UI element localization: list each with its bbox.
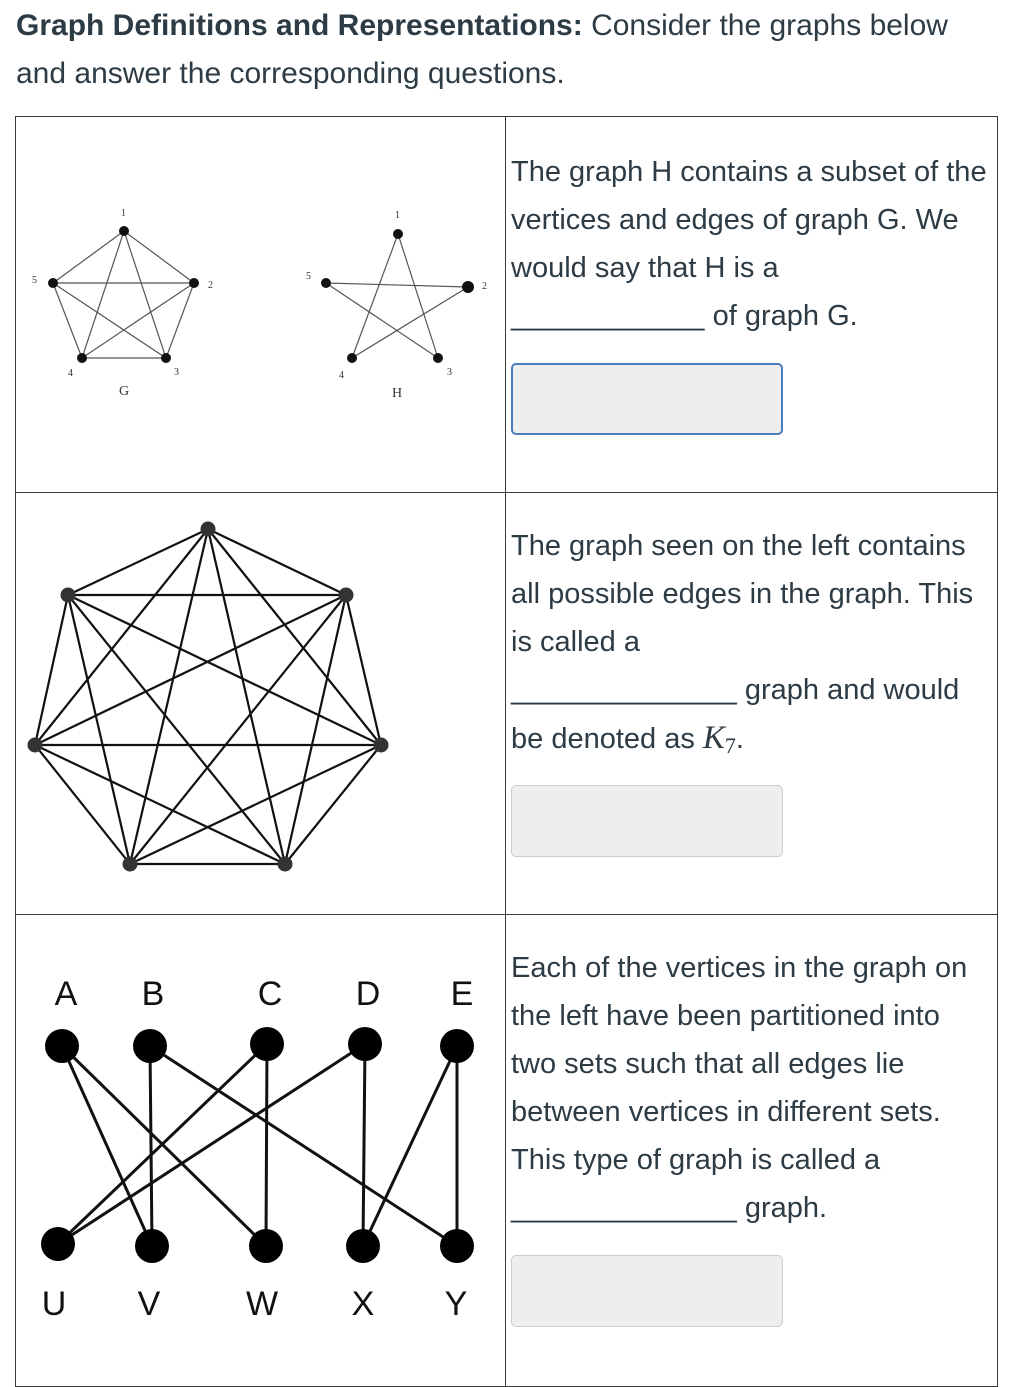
graph-cell-bipartite — [16, 915, 506, 1387]
k7-edge — [35, 595, 68, 745]
vertex-h-1 — [393, 229, 403, 239]
k7-vertex — [278, 857, 293, 872]
table-row — [16, 117, 998, 493]
graph-label-g: G — [119, 384, 130, 399]
complete-graph-k7-figure — [16, 493, 505, 909]
graphs-g-h-figure — [16, 117, 505, 487]
math-k7 — [703, 720, 736, 756]
answer-blank: ____________ — [511, 300, 705, 332]
bipartite-edge — [150, 1046, 152, 1246]
question-text-bipartite — [511, 944, 986, 1232]
k7-edge — [68, 595, 381, 745]
vertex-label: 3 — [174, 367, 179, 378]
vertex-label: 1 — [395, 210, 400, 221]
math-subscript: 7 — [724, 733, 736, 758]
k7-edge — [68, 595, 285, 864]
vertex-label: 1 — [121, 208, 126, 219]
question-text-part: of graph G. — [704, 300, 858, 332]
bipartite-edge — [266, 1044, 267, 1246]
answer-input-subgraph[interactable] — [511, 363, 783, 435]
vertex-g-2 — [189, 278, 199, 288]
table-row — [16, 915, 998, 1387]
bipartite-vertex-label: X — [351, 1285, 375, 1323]
k7-vertex — [123, 857, 138, 872]
question-text-part: graph. — [736, 1192, 828, 1224]
bipartite-vertex — [440, 1029, 474, 1063]
bipartite-edge — [363, 1044, 365, 1246]
vertex-label: 4 — [339, 370, 344, 381]
bipartite-vertex-label: A — [54, 975, 78, 1013]
bipartite-vertex — [250, 1027, 284, 1061]
bipartite-edge — [58, 1044, 365, 1244]
question-text-subgraph — [511, 148, 991, 340]
k7-edge — [208, 529, 285, 864]
bipartite-vertex — [440, 1229, 474, 1263]
k7-edge — [68, 529, 208, 595]
k7-vertex — [201, 522, 216, 537]
question-text-part: The graph seen on the left contains all possible edges in the graph. This is called a — [511, 530, 974, 658]
k7-edge — [35, 745, 285, 864]
question-header — [16, 2, 1006, 98]
vertex-label: 5 — [32, 275, 37, 286]
bipartite-edge — [62, 1046, 152, 1246]
question-cell-bipartite — [506, 915, 998, 1387]
k7-vertex — [339, 588, 354, 603]
vertex-g-4 — [77, 353, 87, 363]
question-cell-subgraph — [506, 117, 998, 493]
bipartite-vertex-label: V — [137, 1285, 161, 1323]
bipartite-vertex-label: U — [41, 1285, 67, 1323]
question-cell-complete — [506, 493, 998, 915]
vertex-label: 2 — [482, 281, 487, 292]
vertex-label: 4 — [68, 368, 73, 379]
question-text-complete — [511, 522, 986, 770]
questions-table — [15, 116, 998, 1387]
vertex-label: 5 — [306, 271, 311, 282]
bipartite-vertex-label: W — [245, 1285, 279, 1323]
k7-vertex — [61, 588, 76, 603]
bipartite-vertex — [41, 1227, 75, 1261]
vertex-h-3 — [433, 353, 443, 363]
graph-label-h: H — [392, 386, 403, 401]
answer-input-bipartite[interactable] — [511, 1255, 783, 1327]
k7-edge — [35, 595, 346, 745]
k7-edge — [208, 529, 346, 595]
bipartite-vertex-label: D — [355, 975, 381, 1013]
vertex-g-1 — [119, 226, 129, 236]
table-row — [16, 493, 998, 915]
answer-input-complete[interactable] — [511, 785, 783, 857]
bipartite-vertex — [249, 1229, 283, 1263]
question-text-part: graph and would be denoted as — [511, 674, 960, 755]
answer-blank: ______________ — [511, 1192, 737, 1224]
vertex-h-4 — [347, 353, 357, 363]
k7-edge — [130, 745, 381, 864]
bipartite-vertex — [133, 1029, 167, 1063]
k7-vertex — [28, 738, 43, 753]
bipartite-graph-figure — [16, 915, 505, 1381]
graph-cell-subgraph — [16, 117, 506, 493]
header-title-bold: Graph Definitions and Representations: — [16, 9, 583, 42]
bipartite-vertex-label: E — [450, 975, 474, 1013]
bipartite-vertex — [346, 1229, 380, 1263]
question-text-part: . — [735, 723, 744, 755]
vertex-g-5 — [48, 278, 58, 288]
bipartite-vertex-label: Y — [444, 1285, 468, 1323]
bipartite-vertex — [45, 1029, 79, 1063]
bipartite-vertex — [348, 1027, 382, 1061]
question-text-part: The graph H contains a subset of the vertices and edges of graph G. We would say that H is a — [511, 156, 987, 284]
header-title-rest: Consider the graphs below and answer the corresponding questions. — [16, 9, 948, 90]
vertex-g-3 — [161, 353, 171, 363]
math-symbol: K — [702, 720, 725, 756]
vertex-label: 3 — [447, 367, 452, 378]
question-text-part: Each of the vertices in the graph on the left have been partitioned into two sets such that all edges lie between vertices in different sets. This type of graph is called a — [511, 952, 968, 1176]
vertex-h-2 — [462, 281, 474, 293]
bipartite-vertex-label: C — [257, 975, 283, 1013]
k7-vertex — [374, 738, 389, 753]
bipartite-vertex — [135, 1229, 169, 1263]
graph-cell-complete — [16, 493, 506, 915]
answer-blank: ______________ — [511, 674, 737, 706]
vertex-label: 2 — [208, 280, 213, 291]
vertex-h-5 — [321, 278, 331, 288]
bipartite-vertex-label: B — [141, 975, 165, 1013]
